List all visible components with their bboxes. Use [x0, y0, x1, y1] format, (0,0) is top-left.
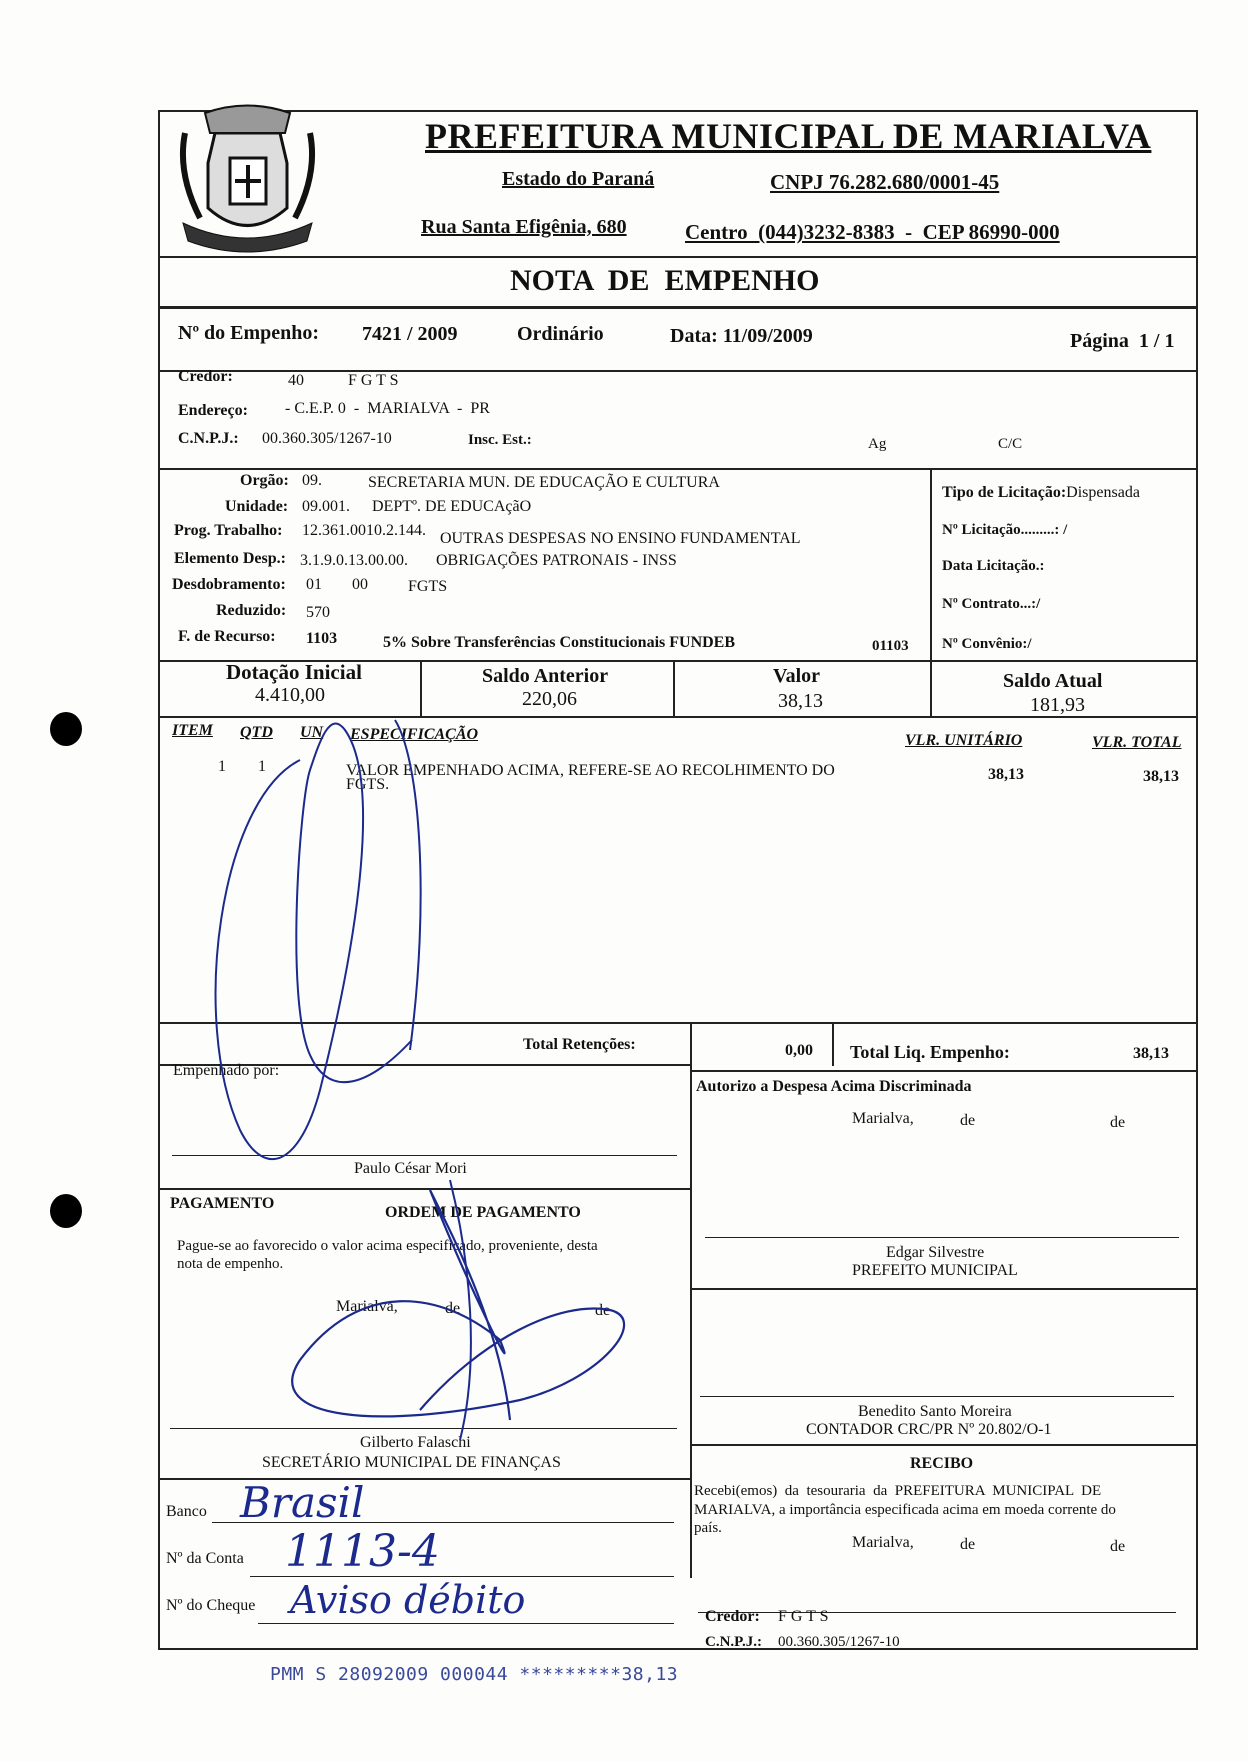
prog-value: 12.361.0010.2.144.: [302, 522, 426, 539]
reduzido-label: Reduzido:: [216, 602, 287, 619]
autorizo-city: Marialva,: [852, 1110, 914, 1127]
numero-contrato: Nº Contrato...:/: [942, 596, 1041, 612]
atual-value: 181,93: [1030, 694, 1085, 716]
empenho-date: Data: 11/09/2009: [670, 325, 813, 347]
item-qtd: 1: [258, 758, 266, 775]
autorizo-de2: de: [1110, 1114, 1126, 1131]
punch-hole-top: [50, 712, 82, 746]
recibo-text-2: MARIALVA, a importância especificada acima em moeda corrente do: [694, 1502, 1116, 1518]
item-spec-line1: VALOR EMPENHADO ACIMA, REFERE-SE AO RECOLHIMENTO DO: [346, 762, 835, 779]
col-total: VLR. TOTAL: [1092, 734, 1182, 751]
empenho-number: 7421 / 2009: [362, 323, 458, 345]
elemento-value: 3.1.9.0.13.00.00.: [300, 552, 408, 569]
credor-name: F G T S: [348, 372, 399, 389]
atual-label: Saldo Atual: [1003, 670, 1103, 692]
cnpj-label: C.N.P.J.:: [178, 430, 239, 447]
numero-licitacao: Nº Licitação.........: /: [942, 522, 1068, 538]
liquido-value: 38,13: [1133, 1045, 1169, 1062]
cnpj-header: CNPJ 76.282.680/0001-45: [770, 170, 1000, 194]
recibo-text-3: país.: [694, 1520, 722, 1536]
item-spec-line2: FGTS.: [346, 776, 390, 793]
contador-title: CONTADOR CRC/PR Nº 20.802/O-1: [806, 1421, 1052, 1438]
prog-name: OUTRAS DESPESAS NO ENSINO FUNDAMENTAL: [440, 530, 801, 547]
col-un: UN: [300, 724, 324, 741]
cnpj-value: 00.360.305/1267-10: [262, 430, 392, 447]
orgao-label: Orgão:: [240, 472, 289, 489]
recurso-name: 5% Sobre Transferências Constitucionais FUNDEB: [383, 634, 736, 651]
recibo-text-1: Recebi(emos) da tesouraria da PREFEITURA MUNICIPAL DE: [694, 1483, 1102, 1499]
pagamento-text-2: nota de empenho.: [177, 1256, 284, 1272]
unidade-name: DEPTº. DE EDUCAçãO: [372, 498, 532, 515]
secretario-name: Gilberto Falaschi: [360, 1434, 471, 1451]
desdobramento-name: FGTS: [408, 578, 448, 595]
recibo-cnpj: 00.360.305/1267-10: [778, 1634, 900, 1650]
punch-hole-bottom: [50, 1194, 82, 1228]
item-total-value: 38,13: [1143, 768, 1179, 785]
elemento-label: Elemento Desp.:: [174, 550, 286, 567]
item-unit-value: 38,13: [988, 766, 1024, 783]
recurso-label: F. de Recurso:: [178, 628, 276, 645]
endereco-value: - C.E.P. 0 - MARIALVA - PR: [285, 400, 490, 417]
desdobramento-a: 01: [306, 576, 322, 593]
page-number: Página 1 / 1: [1070, 330, 1175, 352]
recurso-value: 1103: [306, 630, 338, 647]
anterior-label: Saldo Anterior: [482, 665, 609, 687]
tipo-licitacao-label: Tipo de Licitação:: [942, 484, 1067, 501]
autorizo-de1: de: [960, 1112, 976, 1129]
document-title: NOTA DE EMPENHO: [510, 264, 820, 297]
address-label: Rua Santa Efigênia, 680: [421, 216, 627, 238]
district-phone: Centro (044)3232-8383 - CEP 86990-000: [685, 220, 1060, 244]
autorizo-label: Autorizo a Despesa Acima Discriminada: [696, 1078, 972, 1095]
elemento-name: OBRIGAÇÕES PATRONAIS - INSS: [436, 552, 677, 569]
valor-value: 38,13: [778, 690, 823, 712]
banco-handwritten: Brasil: [240, 1478, 365, 1527]
contador-name: Benedito Santo Moreira: [858, 1403, 1012, 1420]
liquido-label: Total Liq. Empenho:: [850, 1042, 1010, 1062]
col-qtd: QTD: [240, 724, 273, 741]
ag-label: Ag: [868, 436, 887, 452]
pagamento-text-1: Pague-se ao favorecido o valor acima especificado, proveniente, desta: [177, 1238, 598, 1254]
recibo-credor-label: Credor:: [705, 1608, 760, 1625]
pagamento-city: Marialva,: [336, 1298, 398, 1315]
retencoes-label: Total Retenções:: [523, 1036, 636, 1053]
tipo-licitacao-value: Dispensada: [1066, 484, 1140, 501]
numero-convenio: Nº Convênio:/: [942, 636, 1032, 652]
empenho-number-label: Nº do Empenho:: [178, 322, 320, 344]
insc-label: Insc. Est.:: [468, 432, 532, 448]
page-title: PREFEITURA MUNICIPAL DE MARIALVA: [425, 116, 1152, 156]
pagamento-label: PAGAMENTO: [170, 1195, 275, 1212]
credor-label: Credor:: [178, 368, 233, 385]
conta-label: Nº da Conta: [166, 1550, 244, 1567]
recibo-city: Marialva,: [852, 1534, 914, 1551]
desdobramento-label: Desdobramento:: [172, 576, 286, 593]
unidade-value: 09.001.: [302, 498, 350, 515]
dotacao-label: Dotação Inicial: [226, 660, 362, 684]
state-label: Estado do Paraná: [502, 168, 655, 190]
empenho-type: Ordinário: [517, 323, 604, 345]
payment-stamp: PMM S 28092009 000044 *********38,13: [270, 1664, 679, 1685]
cheque-label: Nº do Cheque: [166, 1597, 256, 1614]
recibo-label: RECIBO: [910, 1455, 974, 1472]
reduzido-value: 570: [306, 604, 330, 621]
credor-code: 40: [288, 372, 304, 389]
ordem-label: ORDEM DE PAGAMENTO: [385, 1204, 581, 1221]
coat-of-arms-icon: [175, 103, 320, 253]
prefeito-title: PREFEITO MUNICIPAL: [852, 1262, 1018, 1279]
col-item: ITEM: [172, 722, 213, 739]
endereco-label: Endereço:: [178, 402, 248, 419]
recibo-credor: F G T S: [778, 1608, 829, 1625]
unidade-label: Unidade:: [225, 498, 289, 515]
valor-label: Valor: [773, 665, 821, 687]
col-spec: ESPECIFICAÇÃO: [350, 726, 479, 743]
empenhado-name: Paulo César Mori: [354, 1160, 467, 1177]
secretario-title: SECRETÁRIO MUNICIPAL DE FINANÇAS: [262, 1454, 561, 1471]
recibo-de2: de: [1110, 1538, 1126, 1555]
recibo-cnpj-label: C.N.P.J.:: [705, 1634, 762, 1650]
dotacao-value: 4.410,00: [255, 684, 325, 706]
orgao-value: 09.: [302, 472, 322, 489]
conta-handwritten: 1113-4: [285, 1526, 440, 1577]
prefeito-name: Edgar Silvestre: [886, 1244, 985, 1261]
cheque-handwritten: Aviso débito: [290, 1578, 526, 1622]
empenhado-label: Empenhado por:: [173, 1062, 280, 1079]
recurso-code: 01103: [872, 638, 909, 654]
orgao-name: SECRETARIA MUN. DE EDUCAÇÃO E CULTURA: [368, 474, 720, 491]
anterior-value: 220,06: [522, 688, 577, 710]
cc-label: C/C: [998, 436, 1023, 452]
item-number: 1: [218, 758, 226, 775]
desdobramento-b: 00: [352, 576, 368, 593]
recibo-de1: de: [960, 1536, 976, 1553]
retencoes-value: 0,00: [785, 1042, 813, 1059]
col-unit: VLR. UNITÁRIO: [905, 732, 1023, 749]
pagamento-de2: de: [595, 1302, 611, 1319]
pagamento-de1: de: [445, 1300, 461, 1317]
data-licitacao: Data Licitação.:: [942, 558, 1045, 574]
banco-label: Banco: [166, 1503, 207, 1520]
tipo-licitacao: [942, 484, 1140, 502]
prog-label: Prog. Trabalho:: [174, 522, 283, 539]
